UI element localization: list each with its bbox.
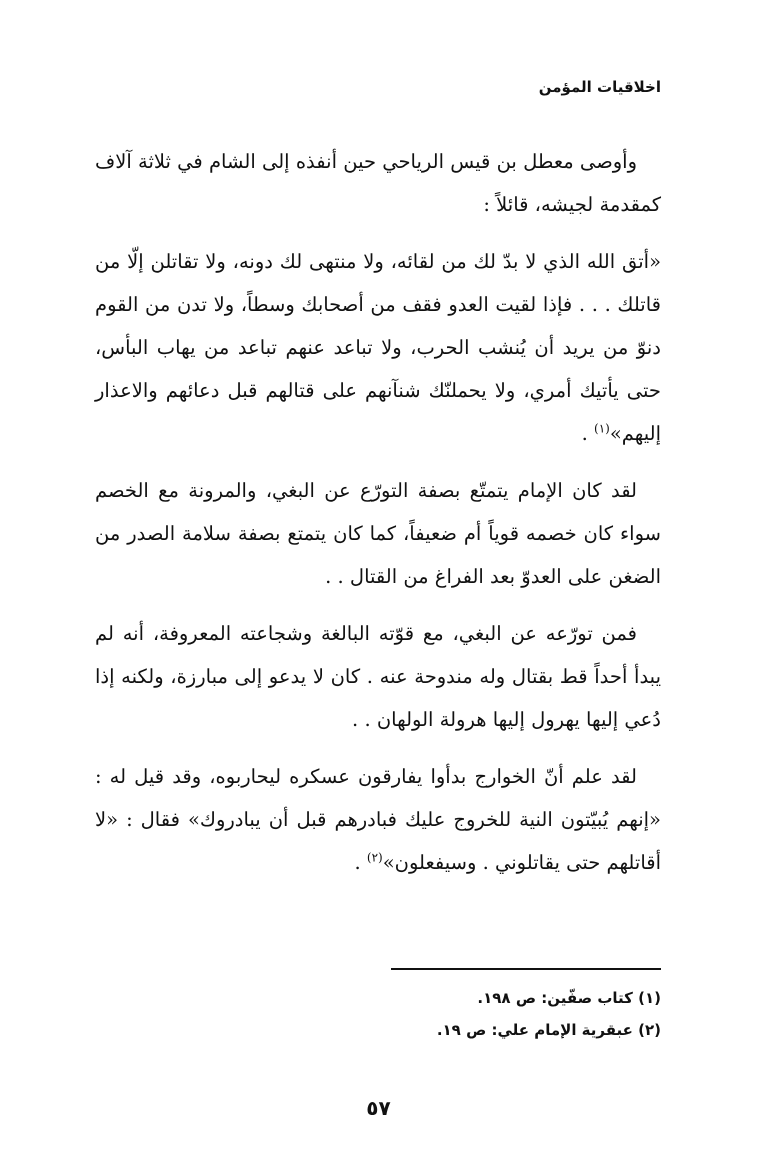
- paragraph-2-quote: [95, 240, 661, 455]
- footnote-ref-2[interactable]: (٢): [366, 850, 383, 865]
- paragraph-2-text: «أتق الله الذي لا بدّ لك من لقائه، ولا منتهى لك دونه، ولا تقاتلن إلّا من قاتلك . . . فإذا لقيت العدو فقف من أصحابك وسطاً، ولا تدن من القوم دنوّ من يريد أن يُنشب الحرب، ولا تباعد عنهم تباعد من يهاب البأس، حتى يأتيك أمري، ولا يحملنّك شنآنهم على قتالهم قبل دعائهم والاعذار إليهم»: [95, 250, 661, 445]
- paragraph-5: [95, 755, 661, 884]
- paragraph-5-text: لقد علم أنّ الخوارج بدأوا يفارقون عسكره ليحاربوه، وقد قيل له : «إنهم يُبيّتون النية للخروج عليك فبادرهم قبل أن يبادروك» فقال : «لا أقاتلهم حتى يقاتلوني . وسيفعلون»: [95, 765, 661, 874]
- paragraph-4: [95, 612, 661, 741]
- footnote-1: (١) كتاب صفّين: ص ١٩٨.: [477, 989, 661, 1007]
- footnote-ref-1[interactable]: (١): [594, 421, 610, 436]
- footnote-2: (٢) عبقرية الإمام علي: ص ١٩.: [436, 1021, 661, 1039]
- paragraph-1: [95, 140, 661, 226]
- page-number: ٥٧: [366, 1096, 391, 1120]
- main-text: [95, 140, 661, 898]
- running-header: اخلاقيات المؤمن: [538, 78, 661, 96]
- paragraph-5-end: .: [354, 851, 361, 874]
- footnote-divider: [391, 968, 661, 970]
- paragraph-3: [95, 469, 661, 598]
- paragraph-1-text: وأوصى معطل بن قيس الرياحي حين أنفذه إلى الشام في ثلاثة آلاف كمقدمة لجيشه، قائلاً :: [95, 150, 661, 216]
- paragraph-2-end: .: [581, 422, 588, 445]
- paragraph-4-text: فمن تورّعه عن البغي، مع قوّته البالغة وشجاعته المعروفة، أنه لم يبدأ أحداً قط بقتال وله مندوحة عنه . كان لا يدعو إلى مبارزة، ولكنه إذا دُعي إليها يهرول إليها هرولة الولهان . .: [95, 622, 661, 731]
- footnotes: [95, 982, 661, 1046]
- paragraph-3-text: لقد كان الإمام يتمتّع بصفة التورّع عن البغي، والمرونة مع الخصم سواء كان خصمه قوياً أم ضعيفاً، كما كان يتمتع بصفة سلامة الصدر من الضغن على العدوّ بعد الفراغ من القتال . .: [95, 479, 661, 588]
